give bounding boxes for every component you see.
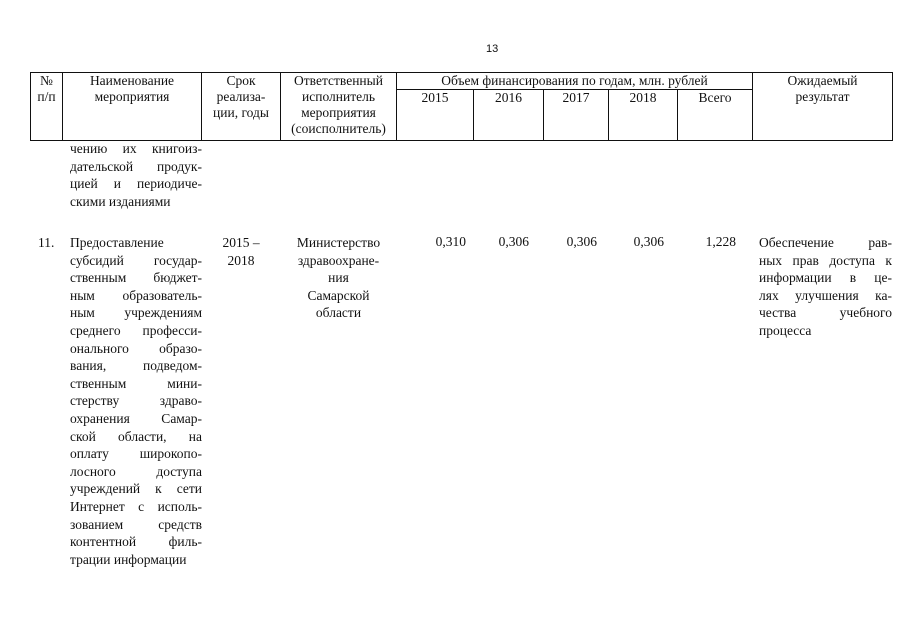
text-line: Обеспечение рав- bbox=[759, 235, 892, 250]
row-result bbox=[759, 234, 892, 340]
header-year-2015: 2015 bbox=[421, 90, 449, 105]
header-col-executor bbox=[281, 73, 396, 137]
value-2017: 0,306 bbox=[566, 234, 597, 249]
text-line: контентной филь- bbox=[70, 534, 202, 550]
text-line: стерству здраво- bbox=[70, 393, 202, 409]
header-text: п/п bbox=[37, 89, 56, 104]
header-col-name bbox=[63, 73, 201, 105]
header-text: результат bbox=[795, 89, 850, 104]
text-line: трации информации bbox=[70, 551, 187, 567]
text-line: ния bbox=[328, 270, 349, 286]
header-text: мероприятия bbox=[94, 89, 170, 104]
header-vline bbox=[892, 72, 893, 141]
text-line: оплату широкопо- bbox=[70, 446, 202, 462]
text-line: лях улучшения ка- bbox=[759, 287, 892, 303]
header-text: Ответственный bbox=[294, 73, 383, 88]
text-line: среднего професси- bbox=[70, 322, 202, 338]
text-line: дательской продук- bbox=[70, 158, 202, 174]
text-line: Самарской bbox=[307, 287, 370, 303]
header-col-number bbox=[31, 73, 62, 105]
text-line: чению их книгоиз- bbox=[70, 141, 202, 156]
continuation-text bbox=[70, 140, 202, 210]
text-line: ным учреждениям bbox=[70, 305, 202, 321]
text-line: ственным бюджет- bbox=[70, 270, 202, 286]
value-total: 1,228 bbox=[705, 234, 736, 249]
header-text: реализа- bbox=[216, 89, 266, 104]
header-text: (соисполнитель) bbox=[291, 121, 386, 136]
text-line: лосного доступа bbox=[70, 463, 202, 479]
value-2015: 0,310 bbox=[435, 234, 466, 249]
header-col-result bbox=[753, 73, 892, 105]
header-year-2018: 2018 bbox=[629, 90, 657, 105]
text-line: вания, подведом- bbox=[70, 358, 202, 374]
row-number: 11. bbox=[38, 235, 55, 250]
header-col-term bbox=[202, 73, 280, 121]
value-2016: 0,306 bbox=[498, 234, 529, 249]
text-line: ственным мини- bbox=[70, 375, 202, 391]
row-executor bbox=[281, 234, 396, 322]
page-number: 13 bbox=[486, 43, 499, 55]
header-col-funding: Объем финансирования по годам, млн. рублей bbox=[441, 73, 708, 88]
header-text: Ожидаемый bbox=[787, 73, 858, 88]
text-line: процесса bbox=[759, 322, 812, 338]
text-line: Министерство bbox=[296, 235, 381, 250]
row-term bbox=[202, 234, 280, 269]
text-line: информации в це- bbox=[759, 270, 892, 286]
text-line: 2018 bbox=[227, 252, 255, 268]
header-text: Срок bbox=[226, 73, 256, 88]
text-line: ской области, на bbox=[70, 428, 202, 444]
header-total: Всего bbox=[698, 90, 732, 105]
text-line: учреждений к сети bbox=[70, 481, 202, 497]
header-text: ции, годы bbox=[213, 105, 269, 120]
text-line: здравоохране- bbox=[297, 252, 380, 268]
text-line: цией и периодиче- bbox=[70, 176, 202, 192]
header-text: № bbox=[40, 73, 53, 88]
text-line: чества учебного bbox=[759, 305, 892, 321]
text-line: Предоставление bbox=[70, 235, 164, 250]
text-line: скими изданиями bbox=[70, 193, 171, 209]
text-line: охранения Самар- bbox=[70, 410, 202, 426]
header-year-2017: 2017 bbox=[562, 90, 590, 105]
text-line: ным образователь- bbox=[70, 287, 202, 303]
text-line: зованием средств bbox=[70, 516, 202, 532]
header-year-2016: 2016 bbox=[495, 90, 522, 105]
header-text: исполнитель bbox=[302, 89, 375, 104]
value-2018: 0,306 bbox=[633, 234, 664, 249]
text-line: онального образо- bbox=[70, 340, 202, 356]
text-line: области bbox=[315, 305, 362, 321]
text-line: ных прав доступа к bbox=[759, 252, 892, 268]
text-line: 2015 – bbox=[222, 235, 260, 250]
header-text: мероприятия bbox=[301, 105, 376, 120]
text-line: субсидий государ- bbox=[70, 252, 202, 268]
text-line: Интернет с исполь- bbox=[70, 498, 202, 514]
header-text: Наименование bbox=[89, 73, 175, 88]
row-name bbox=[70, 234, 202, 568]
